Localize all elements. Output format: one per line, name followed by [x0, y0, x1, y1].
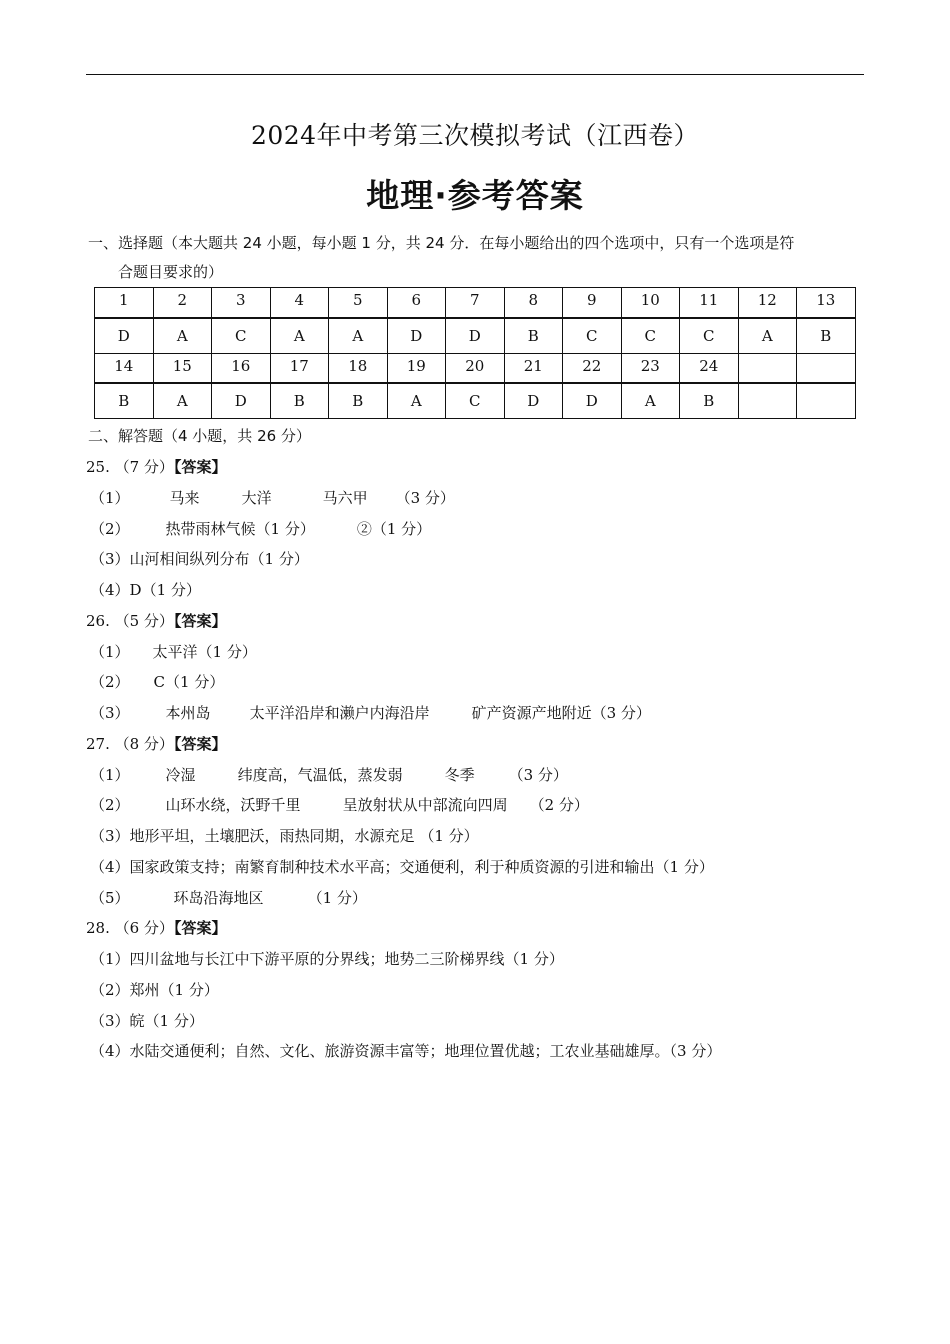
q28-part-2: （2）郑州（1 分） — [90, 980, 219, 999]
table-cell: 4 — [270, 288, 329, 318]
q25-heading — [86, 452, 721, 483]
q27-part-5 — [86, 883, 721, 914]
table-cell: D — [563, 383, 622, 419]
q26-part-1 — [86, 637, 721, 668]
answer-text: 冬季 — [444, 765, 475, 784]
page-subtitle: 地理·参考答案 — [366, 176, 584, 215]
table-cell: B — [504, 318, 563, 354]
q26-heading — [86, 606, 721, 637]
section-1-heading — [88, 229, 868, 287]
q25-part-3: （3）山河相间纵列分布（1 分） — [90, 550, 309, 569]
q27-part-4: （4）国家政策支持；南繁育制种技术水平高；交通便利，利于种质资源的引进和输出（1 分） — [90, 857, 714, 876]
page-title: 2024年中考第三次模拟考试（江西卷） — [250, 121, 700, 150]
table-cell: 3 — [212, 288, 271, 318]
answer-text: 太平洋（1 分） — [152, 642, 257, 661]
table-cell: B — [797, 318, 856, 354]
table-cell: 18 — [329, 353, 388, 383]
answer-text: 马六甲 — [322, 488, 368, 507]
table-cell: 19 — [387, 353, 446, 383]
table-cell: 9 — [563, 288, 622, 318]
table-cell: 1 — [95, 288, 154, 318]
q25-answer-tag: 【答案】 — [173, 458, 227, 476]
score-text: （3 分） — [508, 765, 568, 784]
q27-part-2 — [86, 790, 721, 821]
table-cell: 20 — [446, 353, 505, 383]
answer-table — [94, 287, 856, 419]
table-cell: D — [387, 318, 446, 354]
table-row-numbers-2 — [95, 353, 856, 383]
table-cell: B — [329, 383, 388, 419]
table-cell: B — [95, 383, 154, 419]
part-label: （3） — [90, 704, 130, 722]
table-cell: 5 — [329, 288, 388, 318]
score-text: （2 分） — [529, 796, 589, 815]
part-label: （5） — [90, 888, 130, 907]
answer-text: 环岛沿海地区 — [173, 888, 264, 907]
q26-part-2 — [86, 667, 721, 698]
table-cell: 2 — [153, 288, 212, 318]
q25-part-4: （4）D（1 分） — [90, 581, 201, 599]
answer-text: 本州岛 — [165, 704, 211, 722]
score-text: （3 分） — [395, 488, 455, 507]
q25-head: 25. （7 分） — [86, 458, 174, 476]
q26-head: 26. （5 分） — [86, 611, 174, 630]
table-cell: C — [446, 383, 505, 419]
table-cell: 12 — [738, 288, 797, 318]
q25-part-1 — [86, 483, 721, 514]
answer-text: 大洋 — [241, 488, 272, 507]
table-cell: A — [153, 318, 212, 354]
answer-text: 冷湿 — [165, 765, 196, 784]
q27-heading — [86, 729, 721, 760]
part-label: （2） — [90, 519, 130, 538]
table-cell: D — [504, 383, 563, 419]
part-label: （2） — [90, 673, 130, 692]
answer-text: 呈放射状从中部流向四周 — [342, 796, 508, 815]
table-cell: A — [329, 318, 388, 354]
table-cell: D — [212, 383, 271, 419]
table-cell: A — [153, 383, 212, 419]
table-cell: 14 — [95, 353, 154, 383]
table-cell: 10 — [621, 288, 680, 318]
table-cell: 24 — [680, 353, 739, 383]
q28-part-4: （4）水陆交通便利；自然、文化、旅游资源丰富等；地理位置优越；工农业基础雄厚。（3 分） — [90, 1042, 722, 1061]
answer-text: 太平洋沿岸和濑户内海沿岸 — [249, 704, 430, 722]
table-cell: 13 — [797, 288, 856, 318]
table-cell: C — [680, 318, 739, 354]
q27-part-1 — [86, 760, 721, 791]
answer-lines — [86, 452, 721, 1067]
q26-answer-tag: 【答案】 — [173, 611, 227, 630]
answer-text: C（1 分） — [153, 673, 225, 692]
table-cell: 22 — [563, 353, 622, 383]
q27-part-3: （3）地形平坦，土壤肥沃，雨热同期，水源充足 （1 分） — [90, 827, 479, 845]
answer-text: 纬度高，气温低，蒸发弱 — [237, 765, 403, 784]
table-cell: 7 — [446, 288, 505, 318]
table-cell: B — [680, 383, 739, 419]
table-cell: A — [738, 318, 797, 354]
section-2-heading: 二、解答题（4 小题，共 26 分） — [88, 427, 311, 445]
table-cell: 8 — [504, 288, 563, 318]
table-cell: A — [621, 383, 680, 419]
table-cell: D — [446, 318, 505, 354]
answer-text: 山环水绕，沃野千里 — [165, 796, 301, 815]
table-cell — [797, 353, 856, 383]
score-text: （1 分） — [307, 888, 367, 907]
table-cell: A — [270, 318, 329, 354]
table-cell: C — [621, 318, 680, 354]
q28-heading — [86, 913, 721, 944]
q27-head: 27. （8 分） — [86, 734, 174, 753]
q28-head: 28. （6 分） — [86, 919, 174, 938]
header-rule — [86, 74, 864, 75]
q28-part-3: （3）皖（1 分） — [90, 1011, 204, 1030]
table-cell: D — [95, 318, 154, 354]
table-cell: C — [563, 318, 622, 354]
table-row-answers-1 — [95, 318, 856, 354]
section-1-line-1: 一、选择题（本大题共 24 小题，每小题 1 分，共 24 分．在每小题给出的四个选项中，只有一个选项是符 — [88, 234, 795, 252]
section-1-line-2: 合题目要求的） — [118, 263, 224, 281]
table-cell: 17 — [270, 353, 329, 383]
table-row-numbers-1 — [95, 288, 856, 318]
answer-text: 马来 — [169, 488, 200, 507]
table-cell — [738, 353, 797, 383]
table-row-answers-2 — [95, 383, 856, 419]
table-cell: 23 — [621, 353, 680, 383]
q26-part-3 — [86, 698, 721, 729]
part-label: （2） — [90, 796, 130, 815]
q27-answer-tag: 【答案】 — [173, 734, 227, 753]
q28-part-1: （1）四川盆地与长江中下游平原的分界线；地势二三阶梯界线（1 分） — [90, 950, 564, 968]
q28-answer-tag: 【答案】 — [173, 919, 227, 938]
table-cell: 15 — [153, 353, 212, 383]
part-label: （1） — [90, 488, 130, 507]
table-cell — [738, 383, 797, 419]
table-cell: 16 — [212, 353, 271, 383]
answer-text: ②（1 分） — [356, 519, 432, 538]
table-cell: B — [270, 383, 329, 419]
table-cell: C — [212, 318, 271, 354]
table-cell — [797, 383, 856, 419]
table-cell: A — [387, 383, 446, 419]
answer-text: 矿产资源产地附近（3 分） — [471, 704, 651, 722]
answer-text: 热带雨林气候（1 分） — [165, 519, 315, 538]
table-cell: 6 — [387, 288, 446, 318]
part-label: （1） — [90, 765, 130, 784]
table-cell: 11 — [680, 288, 739, 318]
table-cell: 21 — [504, 353, 563, 383]
q25-part-2 — [86, 514, 721, 545]
part-label: （1） — [90, 642, 130, 661]
